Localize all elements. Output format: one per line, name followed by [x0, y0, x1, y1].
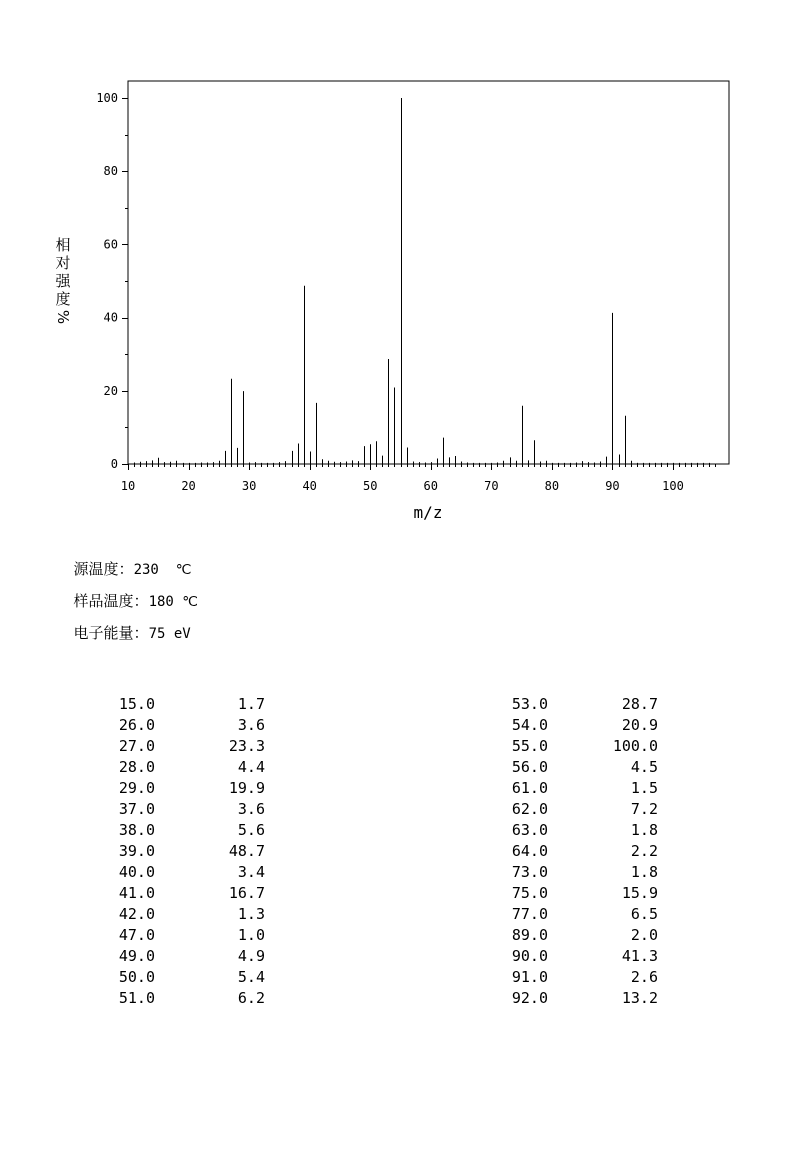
abundance-value: 7.2	[630, 800, 658, 818]
mz-value: 41.0	[118, 884, 155, 902]
abundance-value: 23.3	[228, 737, 265, 755]
mz-value: 49.0	[118, 947, 155, 965]
x-tick-label: 60	[423, 479, 439, 493]
table-row	[110, 799, 265, 820]
table-row	[110, 778, 265, 799]
x-tick-label: 40	[302, 479, 317, 493]
abundance-value: 1.7	[237, 695, 265, 713]
mz-value: 73.0	[511, 863, 548, 881]
table-row	[110, 694, 265, 715]
table-row	[503, 862, 658, 883]
table-row	[110, 988, 265, 1009]
table-row	[503, 778, 658, 799]
y-axis-label-char: 对	[55, 254, 71, 272]
abundance-value: 2.0	[630, 926, 658, 944]
abundance-value: 1.0	[237, 926, 265, 944]
table-row	[503, 757, 658, 778]
abundance-value: 1.3	[237, 905, 265, 923]
abundance-value: 3.6	[237, 800, 265, 818]
x-tick-label: 100	[662, 479, 684, 493]
y-axis-label-char: 度	[55, 290, 71, 308]
x-tick-label: 20	[181, 479, 196, 493]
abundance-value: 19.9	[228, 779, 265, 797]
peak-group	[135, 98, 710, 464]
mz-value: 42.0	[118, 905, 155, 923]
y-axis-label-unit: %	[54, 309, 72, 325]
table-row	[110, 883, 265, 904]
abundance-value: 4.9	[237, 947, 265, 965]
table-row	[503, 820, 658, 841]
condition-value: 230 ℃	[133, 562, 192, 578]
abundance-value: 6.2	[237, 989, 265, 1007]
mz-value: 91.0	[511, 968, 548, 986]
mass-spectrum-chart	[0, 0, 794, 530]
table-row	[110, 904, 265, 925]
abundance-value: 100.0	[612, 737, 658, 755]
mz-value: 75.0	[511, 884, 548, 902]
table-row	[503, 883, 658, 904]
mz-value: 56.0	[511, 758, 548, 776]
mz-value: 64.0	[511, 842, 548, 860]
mz-value: 26.0	[118, 716, 155, 734]
table-row	[110, 715, 265, 736]
abundance-value: 20.9	[621, 716, 658, 734]
table-row	[503, 904, 658, 925]
table-row	[503, 925, 658, 946]
table-row	[110, 757, 265, 778]
mz-value: 63.0	[511, 821, 548, 839]
x-tick-label: 30	[241, 479, 257, 493]
y-tick-label: 60	[103, 237, 118, 252]
mz-value: 89.0	[511, 926, 548, 944]
table-row	[503, 946, 658, 967]
abundance-value: 6.5	[630, 905, 658, 923]
condition-label: 样品温度：	[73, 592, 149, 610]
peak-table-right	[503, 694, 658, 1009]
abundance-value: 16.7	[228, 884, 265, 902]
y-tick-label: 100	[96, 91, 118, 105]
x-axis-ticks	[121, 464, 716, 493]
abundance-value: 15.9	[621, 884, 658, 902]
y-axis-label	[54, 236, 72, 326]
table-row	[110, 946, 265, 967]
x-axis-label: m/z	[413, 503, 443, 522]
y-tick-label: 40	[103, 310, 118, 325]
y-axis-label-char: 相	[55, 236, 71, 254]
mz-value: 40.0	[118, 863, 155, 881]
table-row	[503, 799, 658, 820]
mz-value: 29.0	[118, 779, 155, 797]
mz-value: 27.0	[118, 737, 155, 755]
abundance-value: 41.3	[621, 947, 658, 965]
electron-energy	[64, 604, 191, 643]
table-row	[110, 736, 265, 757]
mz-value: 37.0	[118, 800, 155, 818]
table-row	[110, 862, 265, 883]
condition-label: 源温度：	[73, 560, 134, 578]
table-row	[503, 715, 658, 736]
abundance-value: 2.6	[630, 968, 658, 986]
mz-value: 77.0	[511, 905, 548, 923]
mz-value: 62.0	[511, 800, 548, 818]
plot-frame	[128, 81, 729, 464]
table-row	[503, 694, 658, 715]
table-row	[110, 841, 265, 862]
abundance-value: 5.4	[237, 968, 265, 986]
table-row	[503, 841, 658, 862]
table-row	[110, 820, 265, 841]
mz-value: 39.0	[118, 842, 155, 860]
mz-value: 92.0	[511, 989, 548, 1007]
mz-value: 51.0	[118, 989, 155, 1007]
y-tick-label: 80	[103, 164, 118, 179]
abundance-value: 48.7	[228, 842, 265, 860]
abundance-value: 4.4	[237, 758, 265, 776]
abundance-value: 1.8	[630, 821, 658, 839]
condition-value: 180 ℃	[148, 594, 198, 610]
mz-value: 50.0	[118, 968, 155, 986]
condition-value: 75 eV	[148, 626, 191, 642]
peak-table-left	[110, 694, 265, 1009]
abundance-value: 28.7	[621, 695, 658, 713]
x-tick-label: 80	[544, 479, 560, 493]
x-tick-label: 90	[605, 479, 620, 493]
abundance-value: 3.6	[237, 716, 265, 734]
y-tick-label: 0	[110, 457, 118, 471]
abundance-value: 1.5	[630, 779, 658, 797]
mz-value: 53.0	[511, 695, 548, 713]
y-tick-label: 20	[103, 383, 118, 398]
abundance-value: 2.2	[630, 842, 658, 860]
condition-label: 电子能量：	[73, 624, 149, 642]
x-tick-label: 50	[362, 479, 378, 493]
abundance-value: 5.6	[237, 821, 265, 839]
abundance-value: 4.5	[630, 758, 658, 776]
y-axis-label-char: 强	[55, 272, 71, 290]
mz-value: 15.0	[118, 695, 155, 713]
mz-value: 90.0	[511, 947, 548, 965]
mz-value: 28.0	[118, 758, 155, 776]
abundance-value: 1.8	[630, 863, 658, 881]
x-tick-label: 10	[120, 479, 136, 493]
mz-value: 38.0	[118, 821, 155, 839]
table-row	[503, 736, 658, 757]
table-row	[503, 988, 658, 1009]
x-tick-label: 70	[484, 479, 499, 493]
mz-value: 54.0	[511, 716, 548, 734]
y-axis-ticks	[96, 91, 128, 471]
table-row	[503, 967, 658, 988]
abundance-value: 3.4	[237, 863, 265, 881]
table-row	[110, 925, 265, 946]
mz-value: 55.0	[511, 737, 548, 755]
abundance-value: 13.2	[621, 989, 658, 1007]
table-row	[110, 967, 265, 988]
mz-value: 47.0	[118, 926, 155, 944]
mz-value: 61.0	[511, 779, 548, 797]
